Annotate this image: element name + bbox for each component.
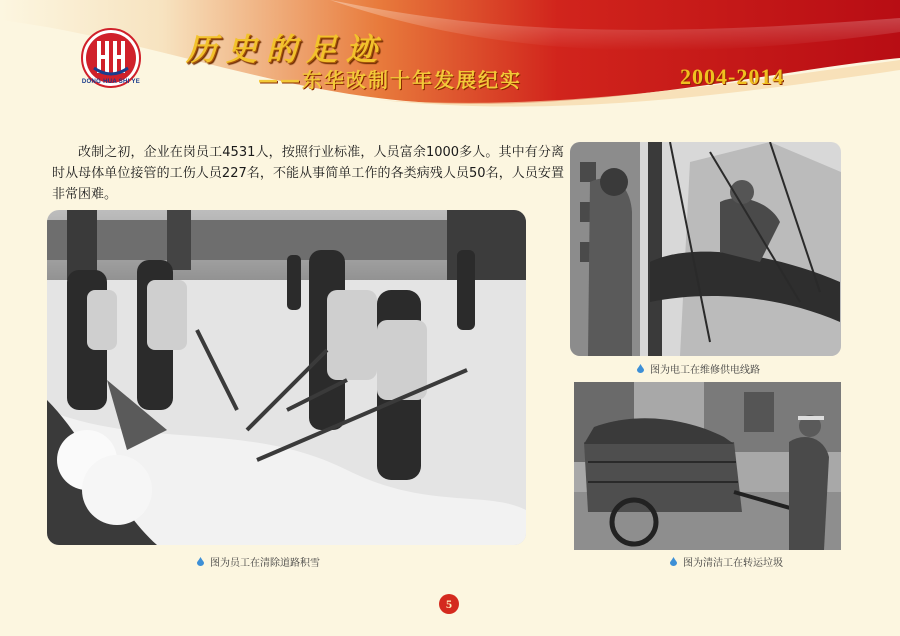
page-subtitle: ——东华改制十年发展纪实 bbox=[258, 68, 522, 92]
logo-text: DONG HUA SHI YE bbox=[81, 79, 141, 85]
droplet-icon bbox=[197, 557, 204, 566]
caption-garbage-cart bbox=[670, 554, 783, 569]
electrician-repair-photo bbox=[570, 142, 841, 356]
droplet-icon bbox=[670, 557, 677, 566]
garbage-cart-photo bbox=[574, 382, 841, 550]
page-title: 历史的足迹 bbox=[186, 32, 386, 68]
snow-clearing-photo bbox=[47, 210, 526, 545]
caption-electrician bbox=[637, 361, 760, 376]
caption-snow-clearing bbox=[197, 554, 320, 569]
company-logo bbox=[76, 28, 146, 98]
caption-text: 图为清洁工在转运垃圾 bbox=[683, 558, 783, 569]
caption-text: 图为电工在维修供电线路 bbox=[650, 365, 760, 376]
page-number: 5 bbox=[439, 594, 459, 614]
droplet-icon bbox=[637, 364, 644, 373]
caption-text: 图为员工在清除道路积雪 bbox=[210, 558, 320, 569]
year-range: 2004-2014 bbox=[680, 64, 785, 89]
intro-paragraph: 改制之初，企业在岗员工4531人，按照行业标准，人员富余1000多人。其中有分离时从母体单位接管的工伤人员227名，不能从事简单工作的各类病残人员50名，人员安置非常困难。 bbox=[52, 145, 564, 202]
